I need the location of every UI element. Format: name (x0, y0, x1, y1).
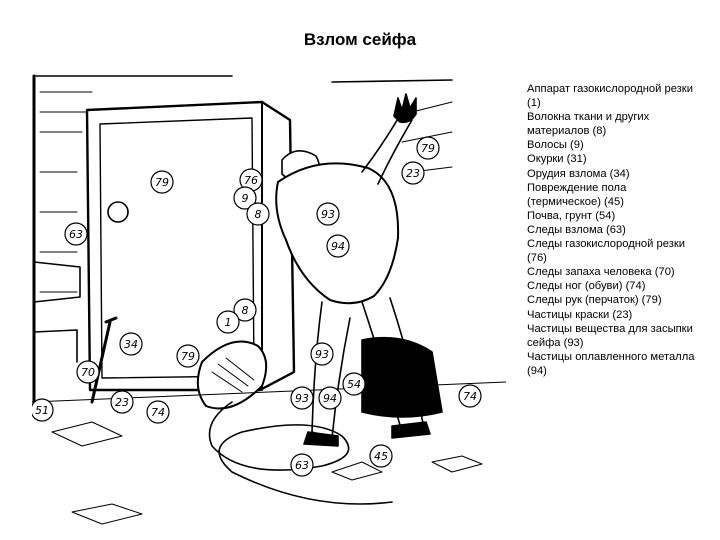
svg-text:34: 34 (124, 338, 138, 351)
marker-51 (32, 399, 53, 421)
svg-text:63: 63 (69, 228, 83, 241)
legend-item: Почва, грунт (54) (527, 209, 616, 222)
svg-text:23: 23 (406, 167, 420, 180)
shelf-left (34, 262, 80, 362)
legend-item: Повреждение пола (термическое) (45) (527, 181, 627, 208)
marker-1 (217, 311, 239, 333)
marker-63-bottom (291, 454, 313, 476)
burglar-glove (394, 94, 416, 122)
slide-title: Взлом сейфа (303, 30, 417, 49)
marker-74-left (147, 401, 169, 423)
marker-94-bottom (319, 387, 341, 409)
legend-item: Частицы оплавленного металла (94) (527, 350, 695, 377)
svg-text:8: 8 (254, 208, 262, 221)
svg-text:94: 94 (323, 392, 337, 405)
svg-text:74: 74 (151, 406, 165, 419)
svg-text:8: 8 (241, 304, 249, 317)
legend-item: Волокна ткани и других материалов (8) (527, 111, 650, 138)
burglar-leg-left (312, 302, 350, 438)
legend-item: Следы рук (перчаток) (79) (527, 294, 662, 307)
marker-63 (65, 223, 87, 245)
svg-text:45: 45 (374, 450, 388, 463)
burglar-shoe-right (392, 422, 430, 438)
marker-34 (120, 333, 142, 355)
marker-74-right (459, 385, 481, 407)
marker-93-floor (311, 343, 333, 365)
svg-text:93: 93 (295, 392, 309, 405)
marker-54 (343, 373, 365, 395)
marker-45 (370, 445, 392, 467)
svg-text:9: 9 (241, 192, 249, 205)
burglar-body (276, 163, 398, 303)
legend-item: Следы газокислородной резки (76) (527, 238, 685, 265)
marker-23-shoulder (402, 162, 424, 184)
marker-93-bottom (291, 387, 313, 409)
marker-79-floor (177, 345, 199, 367)
marker-94-leg (327, 235, 349, 257)
svg-text:79: 79 (421, 142, 435, 155)
legend-item: Окурки (31) (527, 153, 587, 166)
legend-item: Волосы (9) (527, 139, 584, 152)
marker-79-safe-door (151, 171, 173, 193)
legend-item: Аппарат газокислородной резки (1) (527, 83, 693, 110)
marker-93-back (317, 203, 339, 225)
legend-item: Следы взлома (63) (527, 223, 626, 236)
svg-text:93: 93 (321, 208, 335, 221)
marker-70 (77, 361, 99, 383)
crime-scene-illustration (32, 72, 506, 534)
legend-item: Следы ног (обуви) (74) (527, 280, 646, 293)
svg-text:76: 76 (244, 174, 258, 187)
torch-hose (210, 402, 393, 504)
legend-item: Орудия взлома (34) (527, 167, 630, 180)
svg-text:51: 51 (35, 404, 49, 417)
svg-text:54: 54 (347, 378, 361, 391)
legend-item: Следы запаха человека (70) (527, 266, 675, 279)
evidence-legend (527, 82, 702, 378)
svg-text:1: 1 (224, 316, 232, 329)
tool-bag (362, 338, 442, 417)
svg-text:94: 94 (331, 240, 345, 253)
floor-debris (52, 422, 482, 524)
svg-text:79: 79 (181, 350, 195, 363)
legend-item: Частицы вещества для засыпки сейфа (93) (527, 322, 693, 349)
marker-79-wall (417, 137, 439, 159)
svg-text:79: 79 (155, 176, 169, 189)
svg-text:74: 74 (463, 390, 477, 403)
room-wall-top (34, 76, 452, 82)
marker-23-floor (111, 391, 133, 413)
marker-8 (247, 203, 269, 225)
svg-text:93: 93 (315, 348, 329, 361)
svg-text:63: 63 (295, 459, 309, 472)
legend-item: Частицы краски (23) (527, 308, 633, 321)
svg-text:70: 70 (81, 366, 95, 379)
svg-text:23: 23 (115, 396, 129, 409)
